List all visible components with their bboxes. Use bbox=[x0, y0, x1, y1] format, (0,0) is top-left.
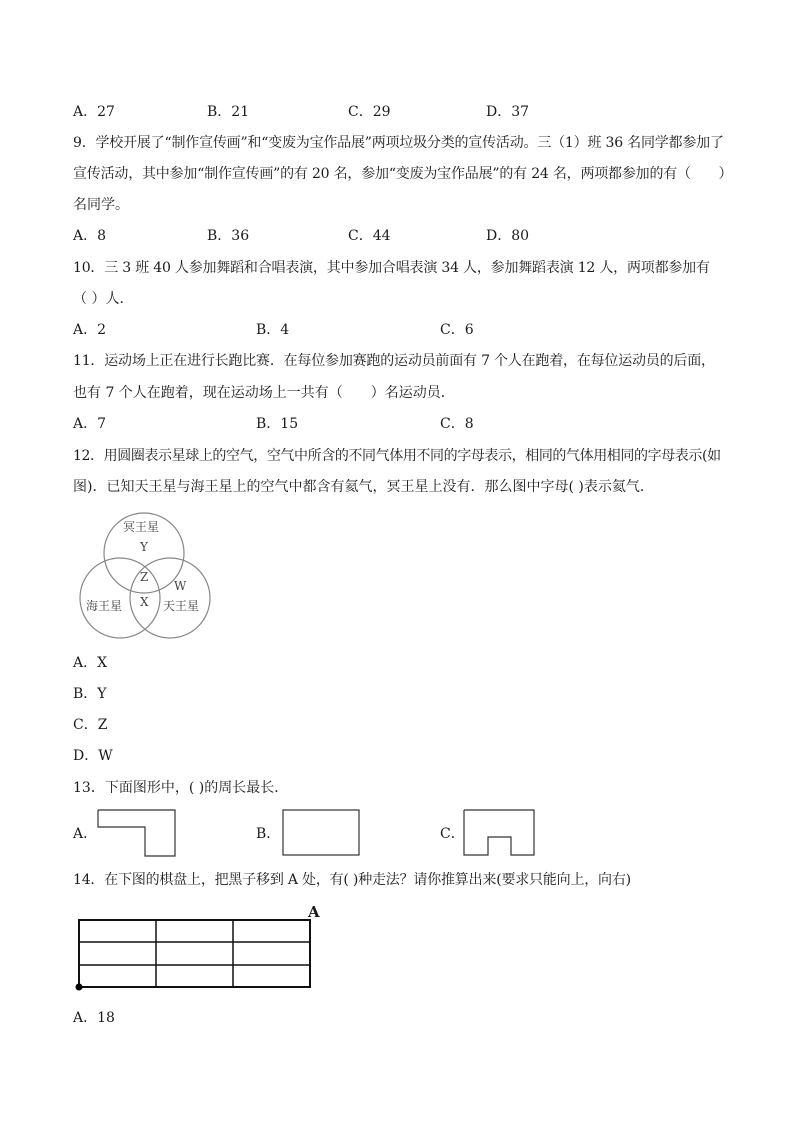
q8-option-a: A．27 bbox=[73, 104, 115, 120]
q12-option-c: C．Z bbox=[73, 717, 108, 733]
venn-letter-z: Z bbox=[140, 570, 149, 584]
q9-option-b: B．36 bbox=[207, 228, 250, 244]
q14-text-line-1: 14．在下图的棋盘上，把黑子移到 A 处，有( )种走法？请你推算出来(要求只能向上，向右) bbox=[73, 872, 631, 888]
q8-option-b: B．21 bbox=[207, 104, 250, 120]
q9-option-d: D．80 bbox=[486, 228, 530, 244]
venn-letter-x: X bbox=[140, 595, 149, 609]
q12-text-line-1: 12．用圆圈表示星球上的空气，空气中所含的不同气体用不同的字母表示，相同的气体用相同的字母表示(如 bbox=[73, 448, 721, 464]
q9-option-a: A．8 bbox=[73, 228, 107, 244]
q12-text-line-2: 图)．已知天王星与海王星上的空气中都含有氦气，冥王星上没有．那么图中字母( )表示氦气． bbox=[73, 479, 654, 495]
q8-option-d: D．37 bbox=[486, 104, 530, 120]
q11-option-a: A．7 bbox=[73, 416, 107, 432]
q11-option-b: B．15 bbox=[256, 416, 299, 432]
venn-label-pluto: 冥王星 bbox=[123, 520, 160, 534]
black-piece bbox=[76, 984, 83, 991]
q13-shape-a bbox=[97, 809, 177, 859]
venn-letter-y: Y bbox=[140, 540, 148, 554]
q9-text-line-2: 宣传活动，其中参加“制作宣传画”的有 20 名，参加“变废为宝作品展”的有 24 名，两项都参加的有（ ） bbox=[73, 166, 733, 182]
q13-option-c-label: C． bbox=[440, 826, 465, 842]
q11-option-c: C．8 bbox=[440, 416, 474, 432]
q11-text-line-2: 也有 7 个人在跑着，现在运动场上一共有（ ）名运动员． bbox=[73, 385, 455, 401]
q13-shape-c bbox=[463, 809, 543, 859]
q10-option-a: A．2 bbox=[73, 322, 107, 338]
q8-option-c: C．29 bbox=[348, 104, 391, 120]
q12-option-d: D．W bbox=[73, 748, 113, 764]
q9-text-line-3: 名同学。 bbox=[73, 197, 129, 213]
q10-text-line-2: （ ）人． bbox=[73, 291, 134, 307]
q12-option-b: B．Y bbox=[73, 686, 107, 702]
q13-option-b-label: B． bbox=[256, 826, 281, 842]
q12-option-a: A．X bbox=[73, 655, 108, 671]
q10-text-line-1: 10．三 3 班 40 人参加舞蹈和合唱表演，其中参加合唱表演 34 人，参加舞蹈表演 12 人，两项都参加有 bbox=[73, 260, 710, 276]
chessboard-corner-label: A bbox=[308, 903, 320, 921]
venn-label-uranus: 天王星 bbox=[163, 599, 200, 613]
q13-option-a-label: A． bbox=[73, 826, 98, 842]
q10-option-b: B．4 bbox=[256, 322, 290, 338]
venn-label-neptune: 海王星 bbox=[86, 599, 123, 613]
q13-shape-b bbox=[282, 809, 362, 859]
q14-option-a: A．18 bbox=[73, 1010, 115, 1026]
q10-option-c: C．6 bbox=[440, 322, 474, 338]
venn-letter-w: W bbox=[174, 579, 187, 593]
q9-text-line-1: 9．学校开展了“制作宣传画”和“变废为宝作品展”两项垃圾分类的宣传活动。三（1）班 36 名同学都参加了 bbox=[73, 135, 724, 151]
q9-option-c: C．44 bbox=[348, 228, 391, 244]
q13-text-line-1: 13．下面图形中，( )的周长最长． bbox=[73, 780, 289, 796]
q11-text-line-1: 11．运动场上正在进行长跑比赛．在每位参加赛跑的运动员前面有 7 个人在跑着，在每位运动员的后面， bbox=[73, 353, 715, 369]
